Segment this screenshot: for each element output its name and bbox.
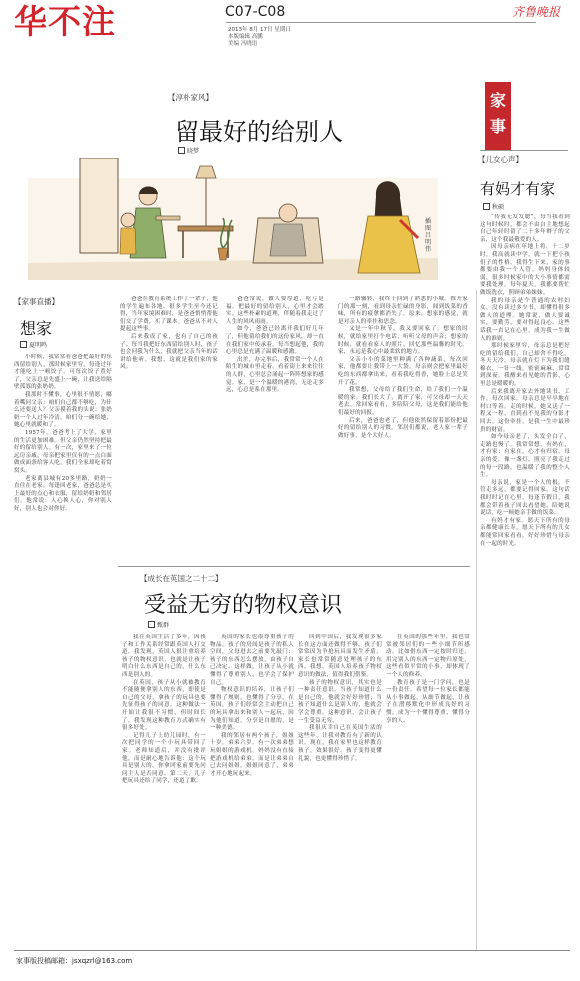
- article2-tag: 【成长在英国之二十二】: [140, 574, 223, 583]
- illustration-caption: 插图 吕明伟: [425, 218, 432, 253]
- paragraph: 我那时不懂事，心里很不情愿，嘟着嘴问父亲：咱们自己都不够吃，为什么还要送人？父亲摸着我的头说：张奶奶一个人过年冷清，咱们分一碗给她，她心里就暖和了。: [14, 391, 112, 429]
- paragraph: 父亲小小的菜地里种满了各种蔬菜，每次回家，他都要让我带上一大袋。母亲则会把家里最好吃的东西都拿出来，看着我吃得香，她脸上总是笑开了花。: [338, 356, 468, 386]
- paragraph: 老家离县城有20多里路，奶奶一直住在老家。每逢回老家，爸爸总是买上最好的点心和衣服，留给奶奶和邻居们。他常说：人心换人心，你对别人好，别人也会对你好。: [14, 475, 112, 512]
- paragraph: 我在英国生活了多年，因孩子和工作关系经常跟英国人打交道。我发现，英国人很注重培养孩子的物权意识，也就是让孩子明白什么东西是自己的，什么东西是别人的。: [122, 634, 206, 678]
- column-separator: [476, 290, 477, 950]
- section-badge-text: 家事: [489, 91, 506, 136]
- article2-author: 甄群: [148, 620, 169, 629]
- masthead-designer: 美编 冯晓语: [228, 41, 258, 47]
- masthead-divider: [226, 22, 536, 23]
- sidebar-body: [480, 214, 570, 956]
- paragraph: 又是一年中秋节，我又要回家了。想家的时候，就给家里打个电话，听听父母的声音；想家的时候，就看看家人的照片，回忆那些温馨的时光。家，永远是我心中最柔软的地方。: [338, 326, 468, 356]
- sidebar-column-tag: 【儿女心声】: [478, 155, 523, 164]
- paragraph: 母亲说，家是一个人的根，不管走多远，都要记得回家。这句话我时时记在心里，每逢节假日，我都会带着孩子回去看望她，陪她说说话，吃一顿她亲手做的饭菜。: [480, 479, 570, 517]
- article2-top-rule: [118, 566, 470, 567]
- article1-subtitle-author: 夏明鸣: [20, 340, 47, 349]
- article1-title: 留最好的给别人: [175, 118, 343, 146]
- article1-tag: 【淳朴家风】: [168, 93, 213, 102]
- paragraph: 爸爸常说，做人要厚道，吃亏是福。把最好的留给别人，心里才会踏实。这些朴素的道理，伴随着我走过了人生的风风雨雨。: [226, 296, 324, 325]
- paragraph: 爸爸在教育系统工作了一辈子，他的学生遍布各地。很多学生至今还记得，当年家境困难时，是爸爸悄悄帮他们交了学费，买了课本。爸爸从不对人提起这些事。: [120, 296, 218, 333]
- paragraph: 在英国，孩子从小就被教育不能随便拿别人的东西，即使是自己的父母，拿孩子的玩具也要先征得孩子的同意。这种做法一开始让我很不习惯，但时间长了，我发现这种教育方式确实有很多好处。: [122, 679, 206, 732]
- article2-body-col3: [298, 634, 382, 950]
- paragraph: 物权意识的培养，让孩子们懂得了规则，也懂得了分享。在英国，孩子们经常会主动把自己的玩具拿出来和别人一起玩，因为他们知道，分享是自愿的，是一种美德。: [210, 687, 294, 732]
- paragraph: 我常想，父母给了我们生命，给了我们一个温暖的家。我们长大了，离开了家，可父母却一天天老去。常回家看看，多陪陪父母，这是我们能给他们最好的回报。: [338, 387, 468, 416]
- paragraph: 后来我成了家，也有了自己的孩子。每当我把好东西留给别人时，孩子也会问我为什么，我就把父亲当年的话讲给他听。我想，这就是我们家的家风。: [120, 333, 218, 371]
- article1-body-col1: [14, 354, 112, 948]
- article2-body-col4: [386, 634, 470, 950]
- paragraph: 在英国的那些年里，我也常常被邻居们的一些小细节所感动。比如借东西一定按时归还，用完别人的东西一定物归原处，这些看似平常的小事，却体现了一个人的修养。: [386, 634, 470, 678]
- article1-body-col3: [226, 296, 324, 558]
- sidebar-top-rule: [480, 150, 568, 151]
- paragraph: 后来我离开家去外地读书、工作，每次回家，母亲总是早早地在村口等着。走的时候，她又送了一程又一程，直到看不见我的身影才回去。这份牵挂，是我一生中最珍贵的财富。: [480, 388, 570, 433]
- article1-body-col2: [120, 296, 218, 558]
- paragraph: 1957年，爸爸考上了大学，家里的生活更加困难。但父亲仍然坚持把最好的留给别人。有一次，家里来了一位远房亲戚，母亲把家里仅有的一点白面做成面条给客人吃，我们全家却吃着窝窝头。: [14, 429, 112, 474]
- article2-title: 受益无穷的物权意识: [144, 593, 343, 618]
- paragraph: 英国的家长也很尊重孩子的物品。孩子的房间是孩子的私人空间，父母进去之前要先敲门；孩子的东西怎么摆放，由孩子自己决定。这样做，让孩子从小就懂得了尊重别人，也学会了保护自己。: [210, 634, 294, 686]
- paragraph: 有妈才有家。愿天下所有的母亲都健康长寿，愿天下所有的儿女都能常回家看看，好好珍惜与母亲在一起的时光。: [480, 517, 570, 547]
- page-number: C07-C08: [225, 4, 286, 20]
- section-badge: [485, 82, 511, 150]
- footer-rule: [14, 950, 570, 951]
- masthead-editor: 本版编辑 高鹏: [228, 34, 263, 40]
- sidebar-author: 秋硕: [483, 202, 504, 211]
- paragraph: 教育孩子是一门学问，也是一份责任。希望每一位家长都能从小事做起，从细节做起，让孩子在潜移默化中形成良好的习惯，成为一个懂得尊重、懂得分享的人。: [386, 679, 470, 724]
- paragraph: 如今母亲老了，头发全白了，走路也慢了。我常常想，有妈在，才有家；有家在，心才有归宿。母亲的爱，像一盏灯，照亮了我走过的每一段路，也温暖了我的整个人生。: [480, 434, 570, 479]
- article1-body-col4: [338, 296, 468, 558]
- brand-logo: 华不注: [14, 2, 116, 41]
- article2-body-col1: [122, 634, 206, 950]
- masthead: [0, 0, 580, 48]
- footer-email[interactable]: 家事版投稿邮箱：jsxqzrl@163.com: [16, 957, 133, 965]
- paragraph: 小时候，我常常看爸爸把最好的东西留给别人。那时候家里穷，每逢过年才能吃上一顿饺子。可每次饺子煮好了，父亲总是先盛上一碗，让我送给隔壁孤寡的张奶奶。: [14, 354, 112, 391]
- sidebar-title: 有妈才有家: [480, 180, 556, 198]
- paragraph: 一路辗转，我终于回到了熟悉的小城。推开家门的那一刻，看到母亲忙碌的身影，闻到饭菜的香味，所有的疲惫都消失了。原来，想家的感觉，就是对亲人的牵挂和思念。: [338, 296, 468, 325]
- paragraph: 那时候家里穷，母亲总是把好吃的留给我们，自己却舍不得吃。冬天天冷，母亲就在灯下为我们缝棉衣，一针一线，密密麻麻，常常到深夜。我醒来看见她的背影，心里总是暖暖的。: [480, 343, 570, 388]
- paragraph: 记得儿子上幼儿园时，有一次把同学的一个小玩具带回了家。老师知道后，并没有批评他，而是耐心地告诉他：这个玩具是别人的，你拿回家前要先问问主人是否同意。第二天，儿子把玩具还给了同学，还道了歉。: [122, 732, 206, 785]
- paragraph: 出差，办完事后，我常常一个人在陌生的城市里走着。看着街上来来往往的人群，心里总会涌起一阵阵想家的感觉。家，是一个温暖的港湾，无论走多远，心总是系在那里。: [226, 356, 324, 394]
- paragraph: “传我无发发腮”，每当我看到这句时候时，都会不由自主地想起自己年轻时留了二十多年辫子的父亲，这个我最敬爱的人。: [480, 214, 570, 243]
- paragraph: 孩子的物权意识，其实也是一种责任意识。当孩子知道什么是自己的，他就会好好珍惜；当孩子知道什么是别人的，他就会学会尊重。这种意识，会让孩子一生受益无穷。: [298, 679, 382, 724]
- paragraph: 我的邻居有两个孩子，姐姐十岁，弟弟六岁。有一次弟弟想玩姐姐的游戏机，妈妈没有直接把游戏机给弟弟，而是让弟弟自己去问姐姐。姐姐同意了，弟弟才开心地玩起来。: [210, 732, 294, 777]
- newspaper-logo: 齐鲁晚报: [512, 5, 561, 19]
- masthead-date: 2013年 8月 17日 星期日: [228, 27, 291, 33]
- family-illustration: [28, 158, 438, 280]
- paragraph: 因母亲病在年地上将，十二岁时，我高就读中学，就一下把小孩们子的性格，我得生下来，家的事都要由我一个人管。妈妈身体较弱，很多时候家中的大小事情都需要我处理。每年夏天，我都要帮忙做饭洗衣，照顾弟弟妹妹。: [480, 244, 570, 296]
- article2-body-col2: [210, 634, 294, 950]
- paragraph: 回到中国后，我发现很多家长在这方面还做得不够。孩子们常常因为争抢玩具而发生矛盾，家长也常常随意处理孩子的东西。我想，英国人培养孩子物权意识的做法，值得我们借鉴。: [298, 634, 382, 678]
- paragraph: 如今，爸爸已经离开我们好几年了，但他留给我们的这份家风，却一直在我们家中传承着。每当想起他，我的心里总是充满了温暖和感激。: [226, 326, 324, 356]
- article1-subtitle: 想家: [20, 319, 53, 338]
- paragraph: 我的母亲是个普通的农村妇女，没有读过多少书，却懂得很多做人的道理。她常说，做人要诚实，要勤劳，要对得起良心。这些话我一直记在心里，成为我一生做人的准则。: [480, 297, 570, 342]
- paragraph: 后来，爸爸也老了，但他依然保留着那份把最好的留给别人的习惯。邻居们都说，老人家一辈子做好事，是个大好人。: [338, 417, 468, 439]
- paragraph: 我很庆幸自己在英国生活的这些年，让我对教育有了新的认识。现在，我在家里也这样教育孩子，效果很好。孩子变得更懂礼貌，也更懂得珍惜了。: [298, 725, 382, 762]
- article1-subcolumn-tag: 【家事直播】: [14, 297, 59, 306]
- article1-author: 晓梦: [178, 146, 199, 155]
